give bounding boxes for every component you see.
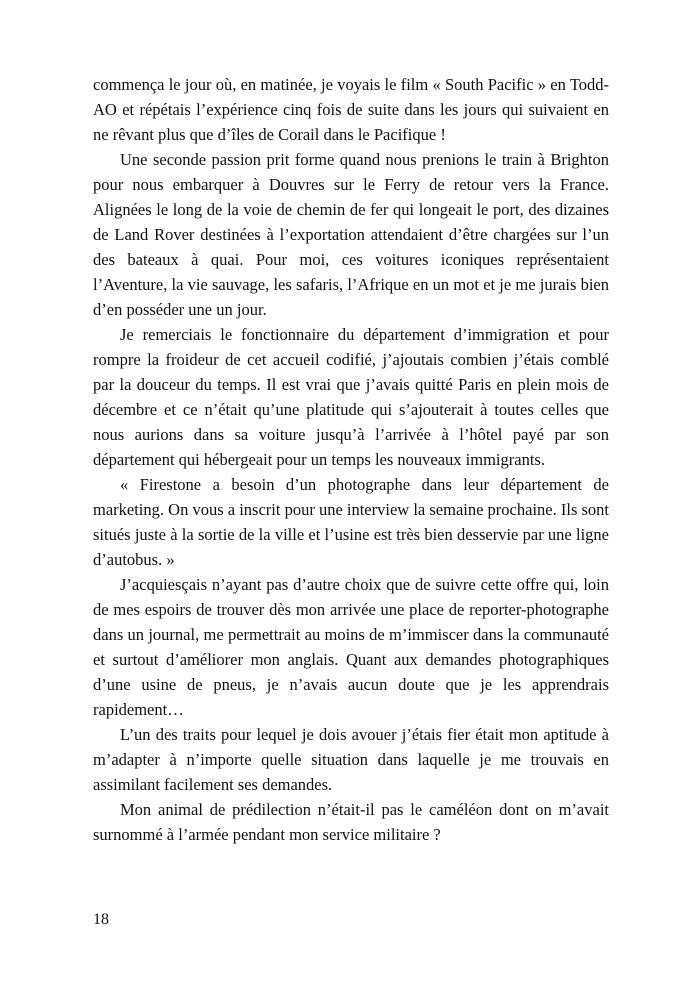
- paragraph: commença le jour où, en matinée, je voyais le film « South Pacific » en Todd-AO et répétais l’expérience cinq fois de suite dans les jours qui suivaient en ne rêvant plus que d’îles de Corail dans le Pacifique !: [93, 75, 609, 144]
- page-number: 18: [93, 911, 109, 928]
- paragraph: Mon animal de prédilection n’était-il pas le caméléon dont on m’avait surnommé à l’armée pendant mon service militaire ?: [93, 800, 609, 844]
- paragraph: Je remerciais le fonctionnaire du département d’immigration et pour rompre la froideur de cet accueil codifié, j’ajoutais combien j’étais comblé par la douceur du temps. Il est vrai que j’avais quitté Paris en plein mois de décembre et ce n’était qu’une platitude qui s’ajouterait à toutes celles que nous aurions dans sa voiture jusqu’à l’arrivée à l’hôtel payé par son département qui hébergeait pour un temps les nouveaux immigrants.: [93, 325, 609, 469]
- text-block: [93, 72, 609, 847]
- paragraph: « Firestone a besoin d’un photographe dans leur département de marketing. On vous a inscrit pour une interview la semaine prochaine. Ils sont situés juste à la sortie de la ville et l’usine est très bien desservie par une ligne d’autobus. »: [93, 475, 609, 569]
- paragraph: J’acquiesçais n’ayant pas d’autre choix que de suivre cette offre qui, loin de mes espoirs de trouver dès mon arrivée une place de reporter-photographe dans un journal, me permettrait au moins de m’immiscer dans la communauté et surtout d’améliorer mon anglais. Quant aux demandes photographiques d’une usine de pneus, je n’avais aucun doute que je les apprendrais rapidement…: [93, 575, 609, 719]
- paragraph: L’un des traits pour lequel je dois avouer j’étais fier était mon aptitude à m’adapter à n’importe quelle situation dans laquelle je me trouvais en assimilant facilement ses demandes.: [93, 725, 609, 794]
- paragraph: Une seconde passion prit forme quand nous prenions le train à Brighton pour nous embarquer à Douvres sur le Ferry de retour vers la France. Alignées le long de la voie de chemin de fer qui longeait le port, des dizaines de Land Rover destinées à l’exportation attendaient d’être chargées sur l’un des bateaux à quai. Pour moi, ces voitures iconiques représentaient l’Aventure, la vie sauvage, les safaris, l’Afrique en un mot et je me jurais bien d’en posséder une un jour.: [93, 150, 609, 319]
